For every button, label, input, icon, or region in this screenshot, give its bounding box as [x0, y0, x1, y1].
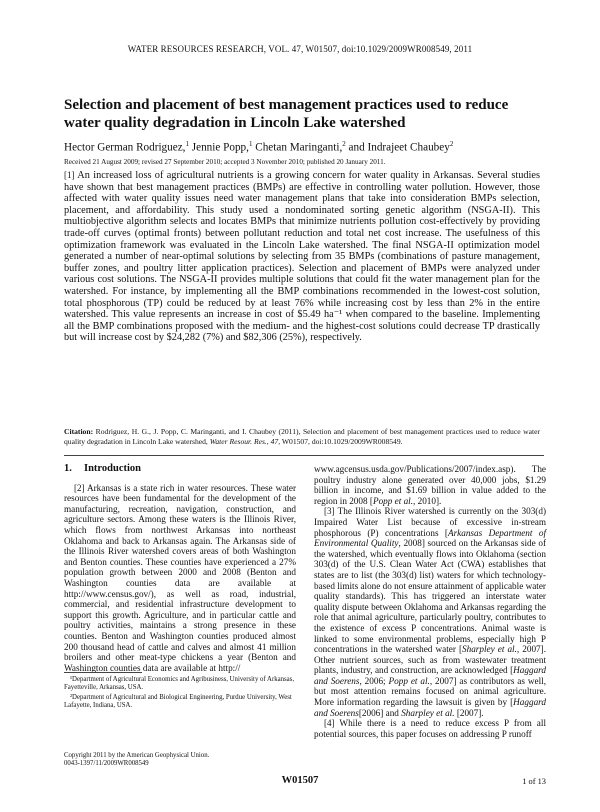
paragraph-number: [1]: [64, 170, 75, 180]
author-name: Hector German Rodriguez,: [64, 141, 186, 154]
section-number: 1.: [64, 463, 72, 474]
paragraph-text: Arkansas is a state rich in water resources. These water resources have been fundamental for the development of the manufacturing, recreation, navigation, construction, and agriculture sectors. Among these waters is the Illinois River, which flows from northwest Arkansas into northeast Oklahoma and back to Arkansas again. The Arkansas side of the Illinois River watershed covers areas of both Washington and Benton counties. These counties have experienced a 27% population growth between 2000 and 2008 (Benton and Washington counties data are available at http://www.census.gov/), as well as road, industrial, commercial, and residential infrastructure development to support this growth. Agriculture, and in particular cattle and poultry activities, maintains a strong presence in these counties. Benton and Washington counties produced almost 200 thousand head of cattle and calves and almost 41 million broilers and other meat-type chickens a year (Benton and Washington counties data are available at http://: [64, 482, 296, 673]
author-affiliation: 1: [185, 140, 189, 148]
citation-block: [64, 427, 540, 447]
paragraph-text: [2006] and: [358, 707, 402, 718]
inline-citation: Popp et al.: [372, 495, 414, 506]
footer-page-number: 1 of 13: [522, 777, 546, 786]
left-column: [64, 464, 296, 673]
footnote-rule: [64, 672, 142, 673]
paragraph-number: [3]: [324, 506, 335, 517]
inline-citation: Sharpley et al.: [462, 644, 517, 655]
copyright: [64, 752, 296, 769]
section-heading: [64, 464, 296, 475]
footer-article-code: W01507: [281, 775, 319, 786]
paragraph-text: The Illinois River watershed is currently on the 303(d) Impaired Water List because of excessive in-stream phosphorous (P) concentrations [: [314, 506, 546, 538]
paragraph-2: [64, 483, 296, 674]
author-name: Jennie Popp,: [191, 141, 249, 154]
citation-doi: W01507, doi:10.1029/2009WR008549.: [281, 437, 403, 446]
paragraph-number: [4]: [324, 718, 335, 729]
paragraph-text: www.agcensus.usda.gov/Publications/2007/index.asp). The poultry industry alone generated over 40,000 jobs, $1.29 billion in income, and $1.69 billion in value added to the region in 2008 [: [314, 464, 546, 506]
article-title: [64, 96, 544, 132]
paragraph-text: , 2006;: [359, 675, 389, 686]
right-column: [314, 464, 546, 739]
inline-citation: Popp et al.: [388, 675, 430, 686]
section-title: Introduction: [84, 463, 141, 474]
paragraph-text: , 2008] sourced on the Arkansas side of the watershed, which eventually flows into Oklahoma (section 303(d) of the U.S. Clean Water Act (CWA) establishes that states are to list (the 303(d) list) waters for which technology-based limits alone do not ensure attainment of applicable water quality standards). This has triggered an interstate water quality dispute between Oklahoma and Arkansas regarding the role that animal agriculture, particularly poultry, contributes to the existence of excess P concentrations. Animal waste is linked to some environmental problems, especially high P concentrations in the watershed water [: [314, 538, 546, 655]
journal-header: WATER RESOURCES RESEARCH, VOL. 47, W01507, doi:10.1029/2009WR008549, 2011: [127, 44, 473, 54]
abstract: [64, 170, 540, 344]
inline-citation: Sharpley et al.: [401, 707, 455, 718]
paragraph-3: [314, 506, 546, 718]
issn-line: 0043-1397/11/2009WR008549: [64, 760, 149, 768]
paragraph-text: , 2010].: [413, 495, 442, 506]
paragraph-number: [2]: [74, 482, 85, 493]
section-divider: [64, 455, 544, 456]
paragraph-text: , 2007]. Other nutrient sources, such as from wastewater treatment plants, industry, and construction, are acknowledged [: [314, 644, 547, 676]
inline-citation: Haggard and Soerens: [314, 665, 546, 686]
received-dates: Received 21 August 2009; revised 27 September 2010; accepted 3 November 2010; published 20 January 2011.: [64, 158, 386, 166]
footnote-1: ¹Department of Agricultural Economics and Agribusiness, University of Arkansas, Fayetteville, Arkansas, USA.: [64, 676, 295, 692]
author-affiliation: 2: [449, 140, 454, 148]
paragraph-text: , 2007] as contributors as well, but most attention remains focused on animal agriculture. More information regarding the lawsuit is given by [: [314, 675, 546, 708]
inline-citation: Arkansas Department of Environmental Quality: [314, 527, 546, 549]
copyright-line: Copyright 2011 by the American Geophysical Union.: [64, 752, 210, 759]
author-list: [64, 140, 544, 154]
citation-label: Citation:: [64, 427, 94, 436]
paragraph-text: While there is a need to reduce excess P from all potential sources, this paper focuses on addressing P runoff: [314, 718, 546, 739]
author-name: and Indrajeet Chaubey: [348, 141, 450, 154]
footnote-2: ²Department of Agricultural and Biological Engineering, Purdue University, West Lafayette, Indiana, USA.: [64, 693, 292, 710]
footnotes: [64, 676, 296, 712]
title-line-1: Selection and placement of best management practices used to reduce: [64, 97, 509, 113]
title-line-2: water quality degradation in Lincoln Lake watershed: [64, 115, 406, 131]
paragraph-text: [2007].: [454, 707, 484, 718]
citation-journal: Water Resour. Res., 47,: [209, 437, 281, 446]
paragraph-continuation: [314, 464, 546, 506]
inline-citation: Haggard and Soerens: [314, 697, 546, 718]
author-affiliation: 2: [342, 140, 346, 148]
paragraph-4: [314, 718, 546, 739]
author-name: Chetan Maringanti,: [255, 141, 343, 154]
citation-text: Rodriguez, H. G., J. Popp, C. Maringanti, and I. Chaubey (2011), Selection and placement of best management practices used to reduce water quality degradation in Lincoln Lake watershed,: [64, 427, 540, 446]
author-affiliation: 1: [248, 140, 253, 148]
abstract-text: An increased loss of agricultural nutrients is a growing concern for water quality in Arkansas. Several studies have shown that best management practices (BMPs) are effective in controlling water pollution. However, those affected with water quality issues need water management plans that take into consideration BMPs selection, placement, and affordability. This study used a nondominated sorting genetic algorithm (NSGA-II). This multiobjective algorithm selects and locates BMPs that minimize nutrients pollution cost-effectively by providing trade-off curves (optimal fronts) between pollutant reduction and total net cost increase. The usefulness of this optimization framework was evaluated in the Lincoln Lake watershed. The final NSGA-II optimization model generated a number of near-optimal solutions by selecting from 35 BMPs (combinations of pasture management, buffer zones, and poultry litter application practices). Selection and placement of BMPs were analyzed under various cost solutions. The NSGA-II provides multiple solutions that could fit the water management plan for the watershed. For instance, by implementing all the BMP combinations recommended in the lowest-cost solution, total phosphorous (TP) could be reduced by at least 76% while increasing cost by less than 2% in the entire watershed. This value represents an increase in cost of $5.49 ha⁻¹ when compared to the baseline. Implementing all the BMP combinations proposed with the medium- and the highest-cost solutions could decrease TP drastically but will increase cost by $24,282 (7%) and $82,306 (25%), respectively.: [64, 170, 540, 344]
